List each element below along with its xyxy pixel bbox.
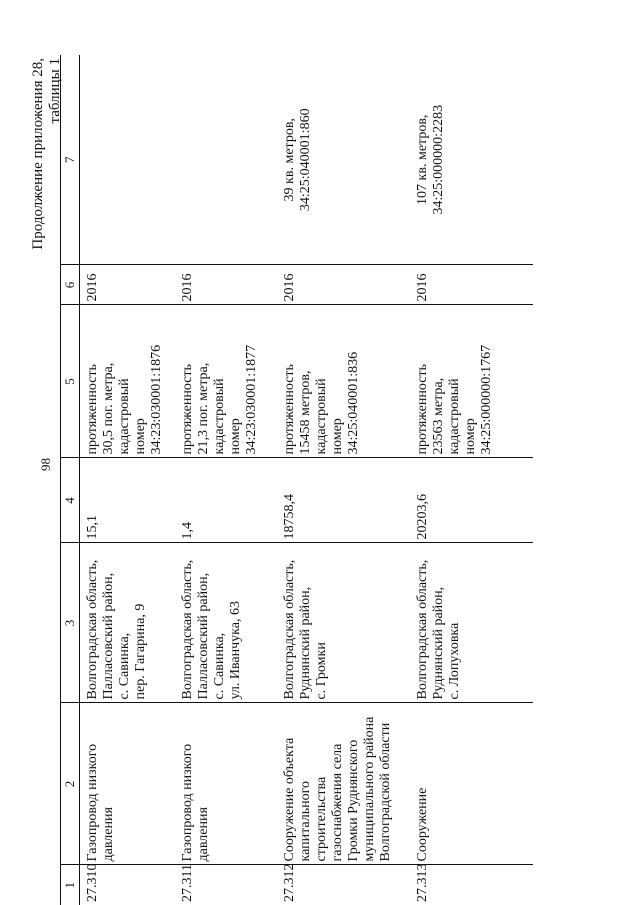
object-characteristics	[175, 305, 277, 458]
object-name-line: давления	[101, 807, 116, 862]
object-name-line: муниципального района	[362, 716, 377, 862]
characteristics-line: 34:25:000000:1767	[479, 344, 494, 455]
object-address	[277, 543, 410, 703]
object-characteristics	[410, 305, 533, 458]
characteristics-line: кадастровый	[447, 378, 462, 455]
object-name-line: Сооружение объекта	[282, 737, 297, 862]
object-name-line: Громки Руднянского	[346, 739, 361, 862]
characteristics-line: 30,5 пог. метра,	[101, 362, 116, 455]
characteristics-line: номер	[330, 418, 345, 455]
objects-table	[60, 55, 533, 905]
column-header-3: 3	[61, 543, 80, 703]
table-row	[277, 55, 410, 905]
characteristics-line: номер	[463, 418, 478, 455]
address-line: Волгоградская область,	[282, 559, 297, 700]
note-line: 107 кв. метров,	[415, 114, 430, 205]
object-year: 2016	[410, 265, 533, 305]
note-line: 34:25:040001:860	[298, 108, 313, 212]
row-number: 27.311	[175, 865, 277, 905]
object-note	[410, 55, 533, 265]
characteristics-line: номер	[133, 418, 148, 455]
object-name	[80, 703, 176, 865]
object-address	[410, 543, 533, 703]
object-name-line: Газопровод низкого	[85, 743, 100, 862]
object-value: 15,1	[80, 458, 176, 543]
object-name-line: Сооружение	[415, 787, 430, 862]
address-line: Палласовский район,	[196, 572, 211, 700]
object-note	[277, 55, 410, 265]
characteristics-line: кадастровый	[212, 378, 227, 455]
address-line: с. Савинка,	[212, 632, 227, 700]
address-line: с. Савинка,	[117, 632, 132, 700]
object-year: 2016	[80, 265, 176, 305]
object-value: 18758,4	[277, 458, 410, 543]
row-number: 27.313	[410, 865, 533, 905]
note-line: 34:25:000000:2283	[431, 104, 446, 215]
characteristics-line: кадастровый	[117, 378, 132, 455]
characteristics-line: кадастровый	[314, 378, 329, 455]
characteristics-line: 34:23:030001:1877	[244, 344, 259, 455]
characteristics-line: протяженность	[180, 364, 195, 455]
characteristics-line: 21,3 пог. метра,	[196, 362, 211, 455]
characteristics-line: протяженность	[282, 364, 297, 455]
address-line: ул. Иванчука, 63	[228, 601, 243, 700]
object-name	[175, 703, 277, 865]
characteristics-line: 23563 метра,	[431, 377, 446, 455]
object-name	[277, 703, 410, 865]
address-line: пер. Гагарина, 9	[133, 603, 148, 700]
address-line: Волгоградская область,	[85, 559, 100, 700]
address-line: с. Лопуховка	[447, 622, 462, 700]
continuation-line-2: таблицы 1	[47, 58, 63, 124]
object-name-line: строительства	[314, 776, 329, 862]
object-value: 20203,6	[410, 458, 533, 543]
characteristics-line: протяженность	[85, 364, 100, 455]
object-year: 2016	[175, 265, 277, 305]
object-name-line: газоснабжения села	[330, 743, 345, 862]
header-row	[61, 55, 80, 905]
continuation-line-1: Продолжение приложения 28,	[30, 58, 46, 250]
address-line: Руднянский район,	[431, 586, 446, 700]
row-number: 27.312	[277, 865, 410, 905]
object-name-line: капитального	[298, 781, 313, 862]
object-name	[410, 703, 533, 865]
row-number: 27.310	[80, 865, 176, 905]
object-note	[175, 55, 277, 265]
continuation-note	[30, 58, 64, 250]
table-row	[175, 55, 277, 905]
table-row	[80, 55, 176, 905]
column-header-6: 6	[61, 265, 80, 305]
object-address	[80, 543, 176, 703]
object-characteristics	[80, 305, 176, 458]
address-line: Палласовский район,	[101, 572, 116, 700]
object-address	[175, 543, 277, 703]
address-line: Волгоградская область,	[415, 559, 430, 700]
characteristics-line: номер	[228, 418, 243, 455]
object-name-line: Волгоградской области	[378, 722, 393, 862]
page-number: 98	[38, 458, 53, 471]
column-header-5: 5	[61, 305, 80, 458]
object-year: 2016	[277, 265, 410, 305]
characteristics-line: 34:25:040001:836	[346, 351, 361, 455]
address-line: с. Громки	[314, 642, 329, 700]
characteristics-line: протяженность	[415, 364, 430, 455]
column-header-7: 7	[61, 55, 80, 265]
table-row	[410, 55, 533, 905]
column-header-4: 4	[61, 458, 80, 543]
object-name-line: Газопровод низкого	[180, 743, 195, 862]
address-line: Руднянский район,	[298, 586, 313, 700]
column-header-2: 2	[61, 703, 80, 865]
note-line: 39 кв. метров,	[282, 118, 297, 202]
characteristics-line: 15458 метров,	[298, 370, 313, 455]
address-line: Волгоградская область,	[180, 559, 195, 700]
column-header-1: 1	[61, 865, 80, 905]
characteristics-line: 34:23:030001:1876	[149, 344, 164, 455]
object-value: 1,4	[175, 458, 277, 543]
object-note	[80, 55, 176, 265]
object-characteristics	[277, 305, 410, 458]
object-name-line: давления	[196, 807, 211, 862]
